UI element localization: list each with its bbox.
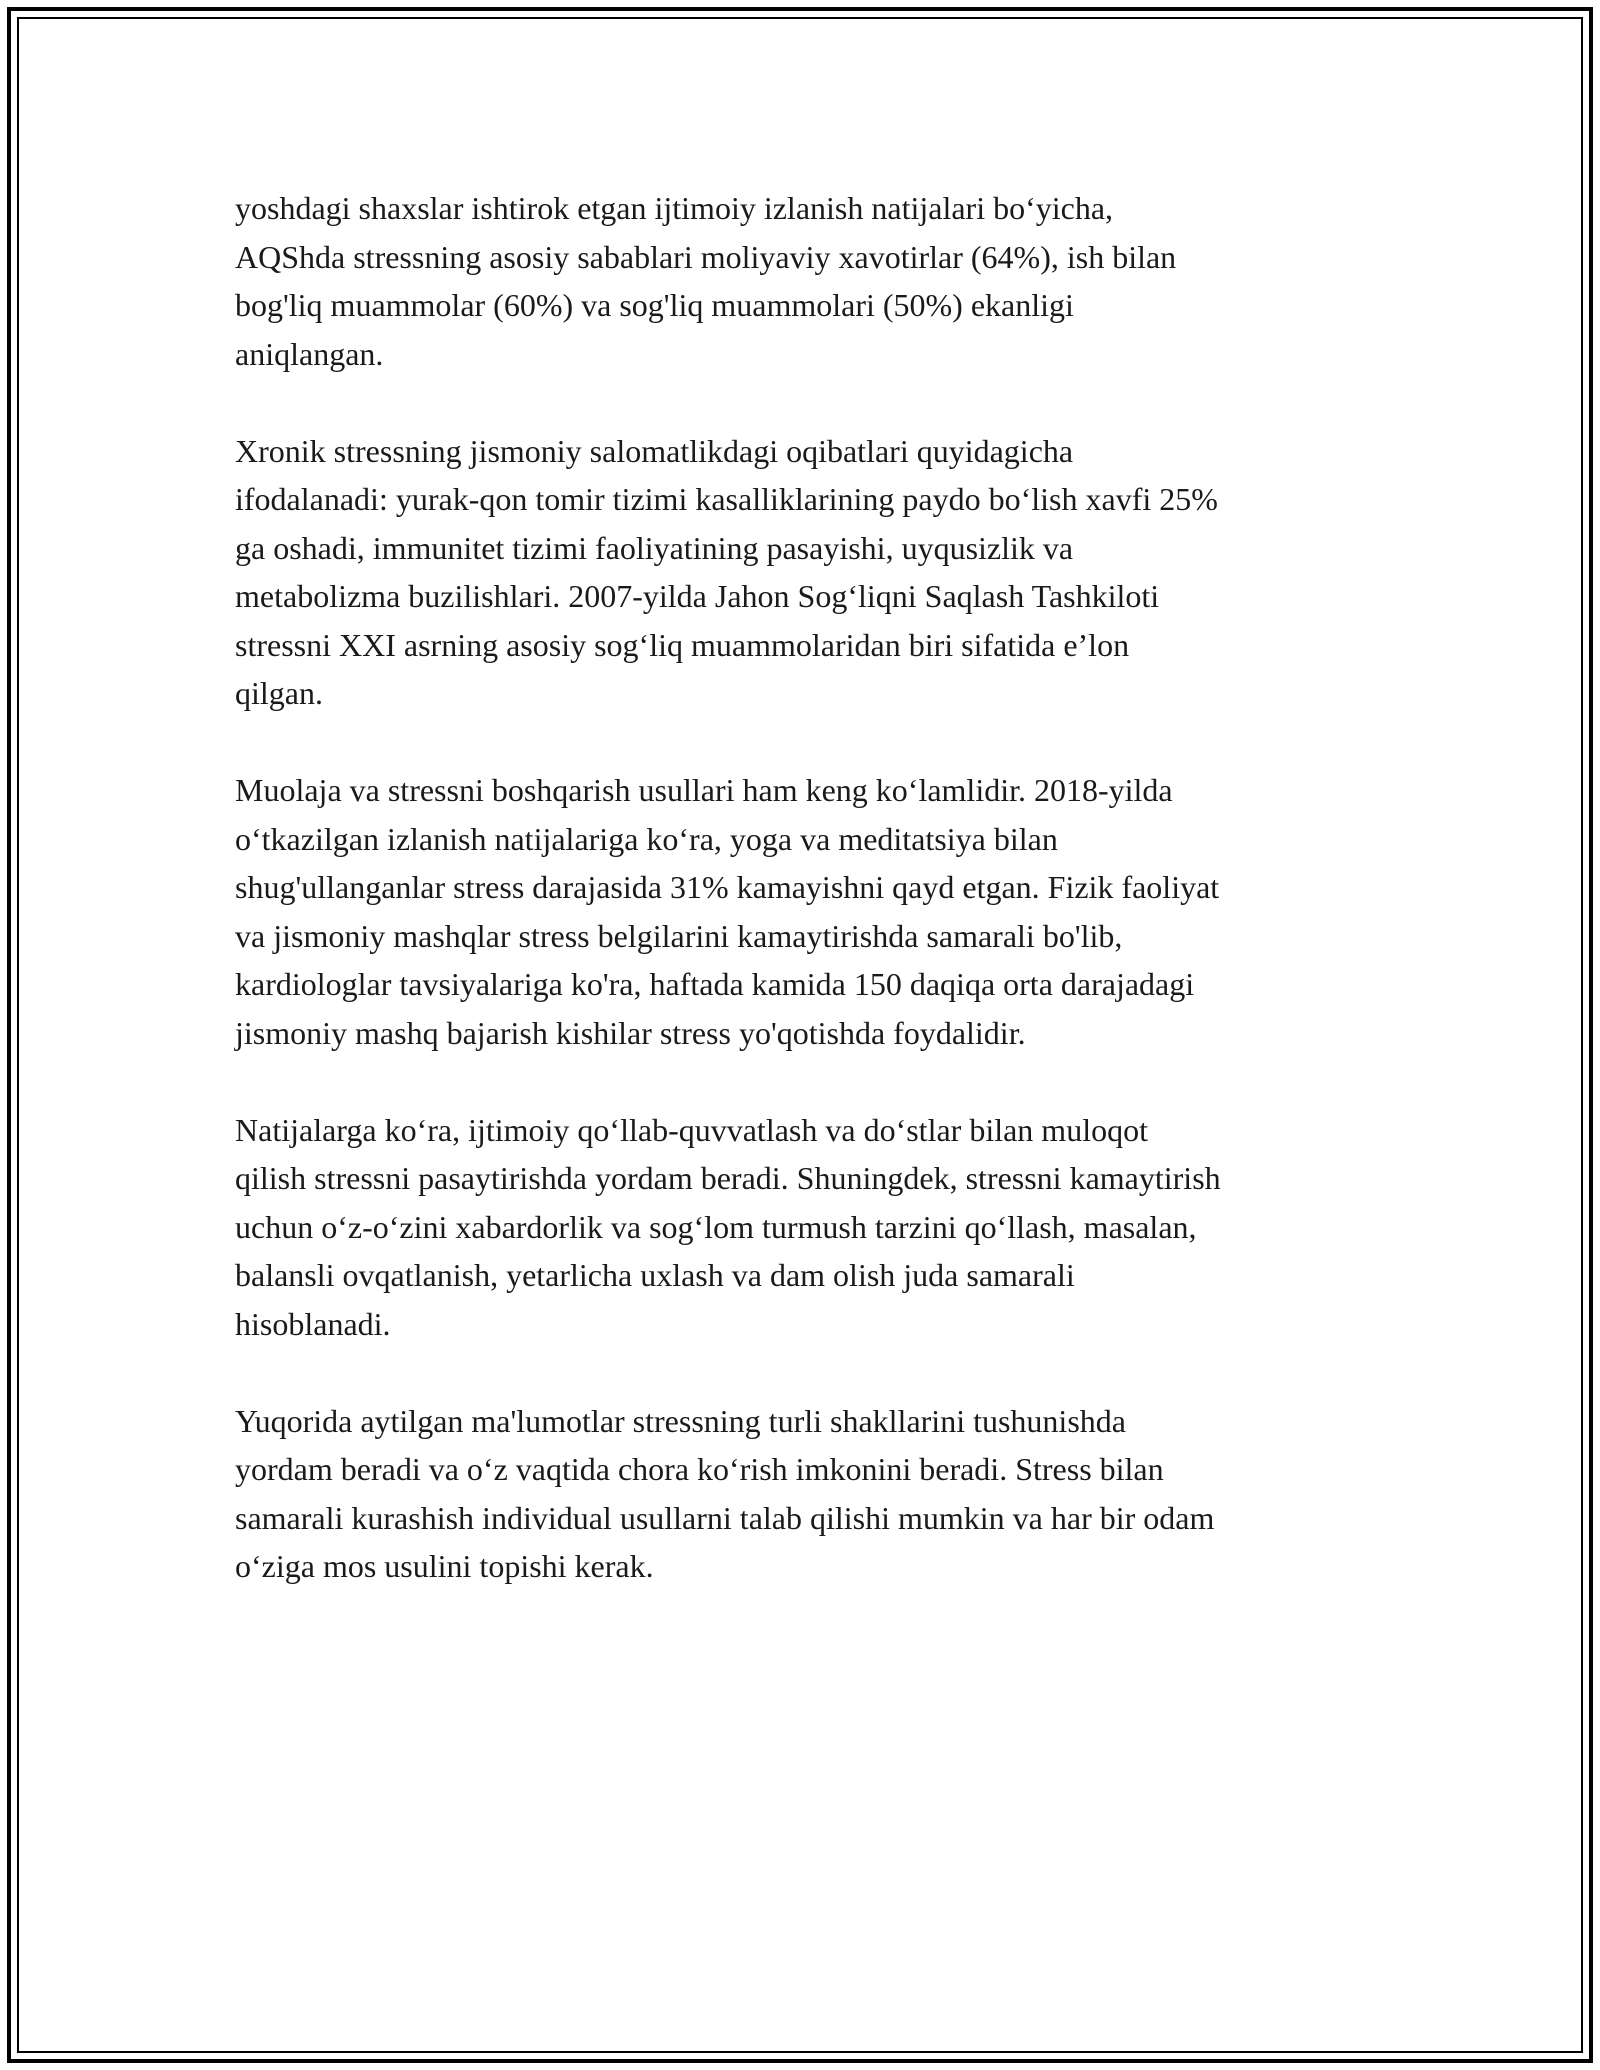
paragraph-chronic-stress-effects: Xronik stressning jismoniy salomatlikdagi oqibatlari quyidagicha ifodalanadi: yurak-qon tomir tizimi kasalliklarining paydo boʻlish xavfi 25% ga oshadi, immunitet tizimi faoliyatining pasayishi, uyqusizlik va metabolizma buzilishlari. 2007-yilda Jahon Sogʻliqni Saqlash Tashkiloti stressni XXI asrning asosiy sogʻliq muammolaridan biri sifatida e’lon qilgan. bbox=[235, 432, 1218, 711]
paragraph-stress-causes: yoshdagi shaxslar ishtirok etgan ijtimoiy izlanish natijalari boʻyicha, AQShda stressning asosiy sabablari moliyaviy xavotirlar (64%), ish bilan bog'liq muammolar (60%) va sog'liq muammolari (50%) ekanligi aniqlangan. bbox=[235, 190, 1177, 372]
document-body bbox=[235, 184, 1375, 1639]
paragraph-conclusion: Yuqorida aytilgan ma'lumotlar stressning turli shakllarini tushunishda yordam beradi va oʻz vaqtida chora koʻrish imkonini beradi. Stress bilan samarali kurashish individual usullarni talab qilishi mumkin va har bir odam oʻziga mos usulini topishi kerak. bbox=[235, 1402, 1215, 1584]
paragraph-social-support: Natijalarga koʻra, ijtimoiy qoʻllab-quvvatlash va doʻstlar bilan muloqot qilish stressni pasaytirishda yordam beradi. Shuningdek, stressni kamaytirish uchun oʻz-oʻzini xabardorlik va sogʻlom turmush tarzini qoʻllash, masalan, balansli ovqatlanish, yetarlicha uxlash va dam olish juda samarali hisoblanadi. bbox=[235, 1111, 1221, 1342]
paragraph-treatment-methods: Muolaja va stressni boshqarish usullari ham keng koʻlamlidir. 2018-yilda oʻtkazilgan izlanish natijalariga koʻra, yoga va meditatsiya bilan shug'ullanganlar stress darajasida 31% kamayishni qayd etgan. Fizik faoliyat va jismoniy mashqlar stress belgilarini kamaytirishda samarali bo'lib, kardiologlar tavsiyalariga ko'ra, haftada kamida 150 daqiqa orta darajadagi jismoniy mashq bajarish kishilar stress yo'qotishda foydalidir. bbox=[235, 772, 1220, 1051]
